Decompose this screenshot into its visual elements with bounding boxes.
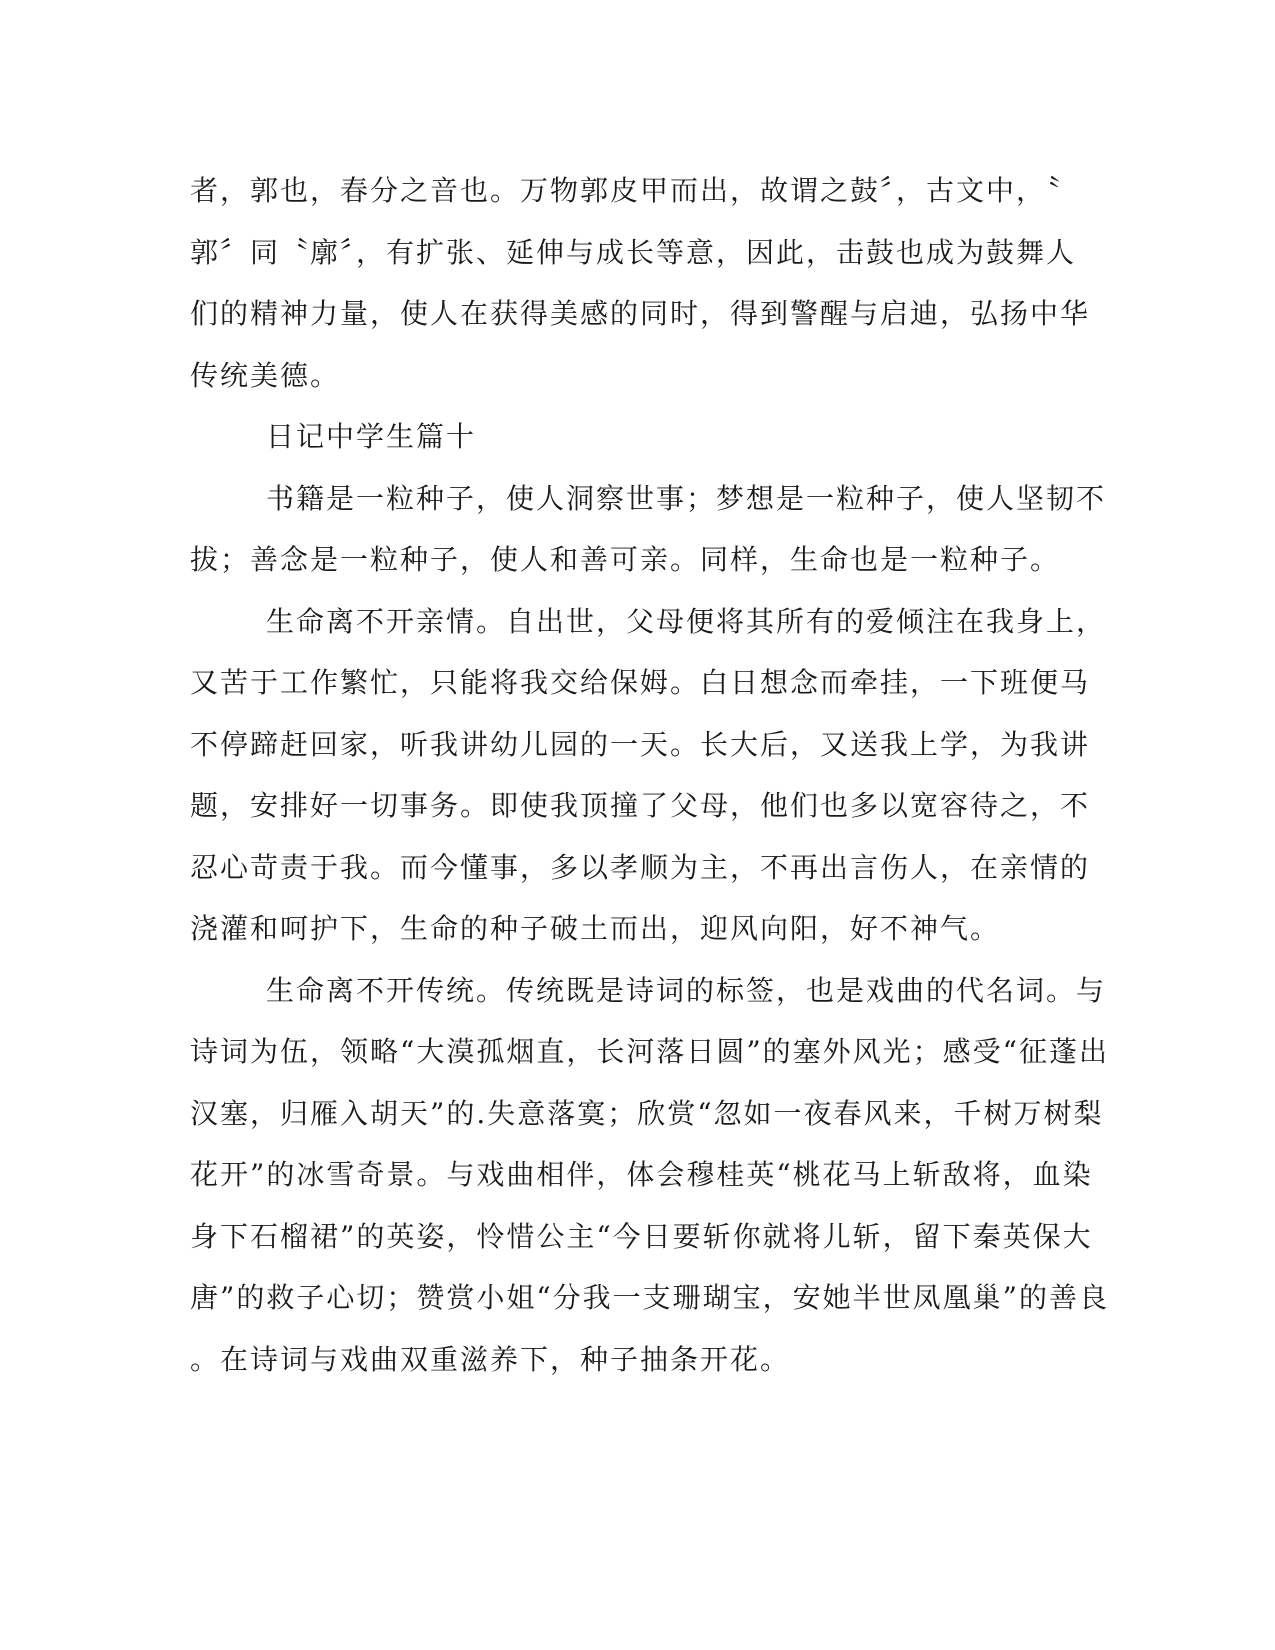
text-line: 诗词为伍，领略“大漠孤烟直，长河落日圆”的塞外风光；感受“征蓬出 xyxy=(190,1035,1109,1068)
text-line: 。在诗词与戏曲双重滋养下，种子抽条开花。 xyxy=(190,1342,791,1376)
paragraph-first-line: 生命离不开传统。传统既是诗词的标签，也是戏曲的代名词。与 xyxy=(266,973,1107,1007)
section-heading: 日记中学生篇十 xyxy=(266,420,477,453)
text-line: 不停蹄赶回家，听我讲幼儿园的一天。长大后，又送我上学，为我讲 xyxy=(190,727,1091,761)
text-line: 浇灌和呵护下，生命的种子破土而出，迎风向阳，好不神气。 xyxy=(190,912,1001,945)
text-line: 拔；善念是一粒种子，使人和善可亲。同样，生命也是一粒种子。 xyxy=(190,543,1061,576)
text-line: 者，郭也，春分之音也。万物郭皮甲而出，故谓之鼓〞，古文中，〝 xyxy=(190,174,1063,207)
text-line: 唐”的救子心切；赞赏小姐“分我一支珊瑚宝，安她半世凤凰巢”的善良 xyxy=(190,1281,1109,1314)
text-line: 身下石榴裙”的英姿，怜惜公主“今日要斩你就将儿斩，留下秦英保大 xyxy=(190,1219,1093,1253)
text-line: 们的精神力量，使人在获得美感的同时，得到警醒与启迪，弘扬中华 xyxy=(190,297,1091,330)
text-line: 忍心苛责于我。而今懂事，多以孝顺为主，不再出言伤人，在亲情的 xyxy=(190,850,1091,884)
text-line: 郭〞同〝廓〞，有扩张、延伸与成长等意，因此，击鼓也成为鼓舞人 xyxy=(190,235,1077,269)
text-line: 题，安排好一切事务。即使我顶撞了父母，他们也多以宽容待之，不 xyxy=(190,789,1091,822)
text-line: 花开”的冰雪奇景。与戏曲相伴，体会穆桂英“桃花马上斩敌将，血染 xyxy=(190,1158,1093,1191)
document-body xyxy=(190,160,1109,1390)
paragraph-first-line: 生命离不开亲情。自出世，父母便将其所有的爱倾注在我身上， xyxy=(266,604,1107,638)
text-line: 又苦于工作繁忙，只能将我交给保姆。白日想念而牵挂，一下班便马 xyxy=(190,666,1091,699)
text-line: 传统美德。 xyxy=(190,358,341,392)
paragraph-first-line: 书籍是一粒种子，使人洞察世事；梦想是一粒种子，使人坚韧不 xyxy=(266,481,1107,515)
text-line: 汉塞，归雁入胡天”的.失意落寞；欣赏“忽如一夜春风来，千树万树梨 xyxy=(190,1096,1104,1130)
